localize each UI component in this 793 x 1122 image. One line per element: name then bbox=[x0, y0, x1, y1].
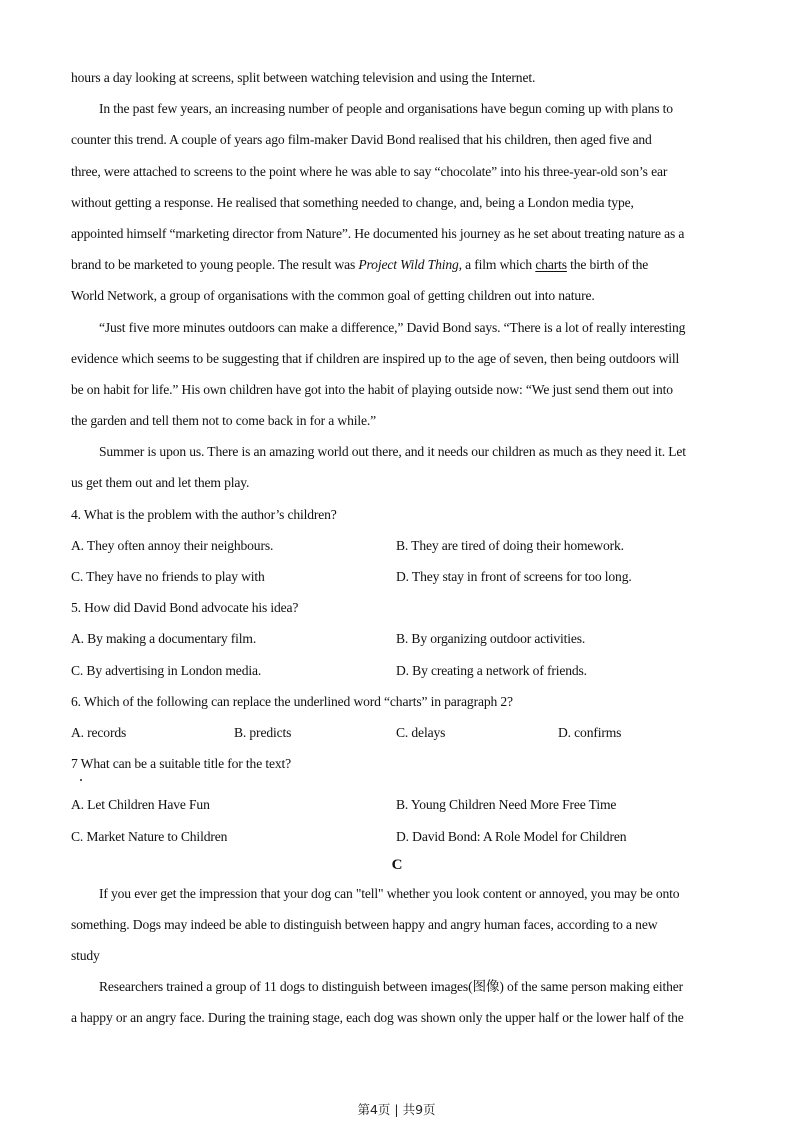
question-5 bbox=[71, 592, 723, 686]
document-page bbox=[71, 62, 723, 1034]
option-c: C. They have no friends to play with bbox=[71, 569, 265, 584]
film-title: Project Wild Thing, bbox=[358, 257, 462, 273]
text-line: In the past few years, an increasing number of people and organisations have begun coming up with plans to bbox=[99, 101, 673, 117]
option-a: A. By making a documentary film. bbox=[71, 631, 257, 647]
text-line: evidence which seems to be suggesting that if children are inspired up to the age of seven, then being outdoors will bbox=[71, 350, 680, 366]
option-c: C. delays bbox=[396, 724, 446, 740]
question-stem: 7 What can be a suitable title for the text? bbox=[71, 756, 292, 772]
option-c: C. Market Nature to Children bbox=[71, 828, 228, 844]
text-line: us get them out and let them play. bbox=[71, 475, 250, 491]
dot-mark bbox=[80, 779, 82, 781]
text-line: counter this trend. A couple of years ago film-maker David Bond realised that his children, then aged five and bbox=[71, 132, 652, 148]
option-d: D. confirms bbox=[558, 724, 622, 740]
passage-b-paragraph-1-tail: hours a day looking at screens, split between watching television and using the Internet. bbox=[71, 70, 536, 85]
text-span: brand to be marketed to young people. The result was bbox=[71, 257, 359, 273]
option-b: B. They are tired of doing their homework. bbox=[396, 537, 624, 553]
question-4 bbox=[71, 499, 723, 593]
text-line: “Just five more minutes outdoors can make a difference,” David Bond says. “There is a lot of really interesting bbox=[99, 319, 686, 335]
option-a: A. Let Children Have Fun bbox=[71, 797, 210, 813]
text-line: a happy or an angry face. During the training stage, each dog was shown only the upper half or the lower half of the bbox=[71, 1010, 684, 1026]
text-line: If you ever get the impression that your dog can "tell" whether you look content or annoyed, you may be onto bbox=[99, 885, 680, 901]
text-line: the garden and tell them not to come back in for a while.” bbox=[71, 413, 376, 429]
question-stem: 6. Which of the following can replace the underlined word “charts” in paragraph 2? bbox=[71, 693, 513, 709]
option-b: B. predicts bbox=[234, 724, 292, 740]
option-b: B. Young Children Need More Free Time bbox=[396, 797, 617, 813]
passage-c-paragraph-1 bbox=[71, 878, 723, 972]
question-7 bbox=[71, 748, 723, 852]
stray-mark bbox=[71, 779, 723, 789]
text-line: three, were attached to screens to the point where he was able to say “chocolate” into his three-year-old son’s ear bbox=[71, 163, 668, 179]
option-c: C. By advertising in London media. bbox=[71, 662, 262, 678]
option-row bbox=[71, 623, 723, 654]
text-line: Researchers trained a group of 11 dogs to distinguish between images(图像) of the same person making either bbox=[99, 979, 683, 995]
option-row bbox=[71, 821, 723, 852]
passage-c-paragraph-2 bbox=[71, 971, 723, 1033]
text-line: be on habit for life.” His own children have got into the habit of playing outside now: “We just send them out into bbox=[71, 381, 673, 397]
text-line: something. Dogs may indeed be able to distinguish between happy and angry human faces, according to a new bbox=[71, 916, 658, 932]
option-d: D. David Bond: A Role Model for Children bbox=[396, 828, 627, 844]
option-a: A. They often annoy their neighbours. bbox=[71, 537, 274, 553]
passage-b-paragraph-3 bbox=[71, 312, 723, 437]
option-row bbox=[71, 530, 723, 561]
question-6 bbox=[71, 686, 723, 748]
text-span: the birth of the bbox=[566, 257, 649, 273]
question-stem: 4. What is the problem with the author’s children? bbox=[71, 506, 337, 522]
section-heading: C bbox=[391, 856, 403, 873]
option-row bbox=[71, 789, 723, 820]
passage-b-paragraph-4 bbox=[71, 436, 723, 498]
underlined-word: charts bbox=[535, 257, 567, 273]
option-row bbox=[71, 655, 723, 686]
text-line: World Network, a group of organisations with the common goal of getting children out into nature. bbox=[71, 288, 595, 304]
passage-b-paragraph-2 bbox=[71, 93, 723, 311]
option-row bbox=[71, 717, 723, 748]
text-span: a film which bbox=[461, 257, 536, 273]
option-a: A. records bbox=[71, 724, 127, 740]
page-footer: 第4页 | 共9页 bbox=[357, 1102, 436, 1117]
option-d: D. By creating a network of friends. bbox=[396, 662, 587, 678]
text-line: Summer is upon us. There is an amazing world out there, and it needs our children as much as they need it. Let bbox=[99, 444, 686, 460]
option-row bbox=[71, 561, 723, 592]
text-line: appointed himself “marketing director from Nature”. He documented his journey as he set about treating nature as a bbox=[71, 225, 685, 241]
option-d: D. They stay in front of screens for too long. bbox=[396, 569, 632, 584]
text-line bbox=[71, 249, 723, 280]
text-line: without getting a response. He realised that something needed to change, and, being a London media type, bbox=[71, 194, 634, 210]
text-line: study bbox=[71, 948, 100, 964]
option-b: B. By organizing outdoor activities. bbox=[396, 631, 586, 647]
question-stem: 5. How did David Bond advocate his idea? bbox=[71, 600, 299, 616]
